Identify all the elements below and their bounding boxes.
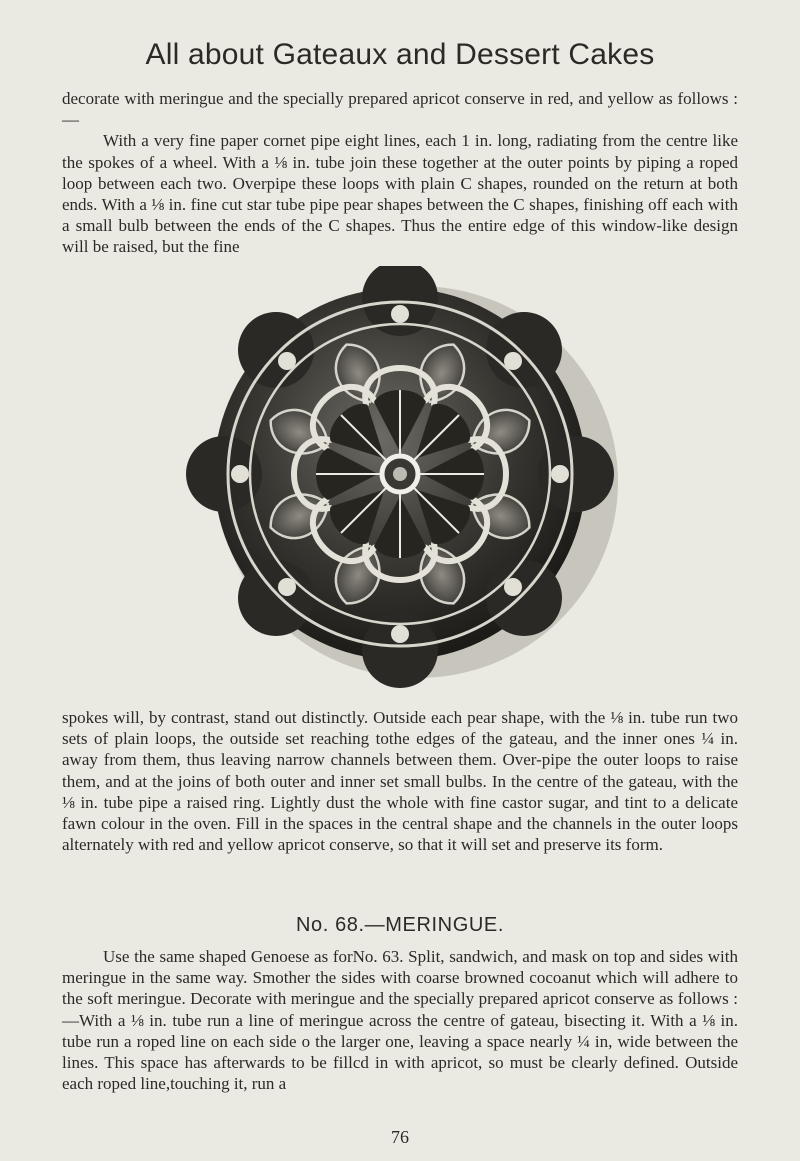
continuation-paragraph: spokes will, by contrast, stand out distinctly. Outside each pear shape, with the ⅛ in. tube run two sets of plain loops, the outside set reaching tothe edges of the gateau, and the inner ones ¼ in. away from them, thus leaving narrow channels between them. Over-pipe the outer loops to raise them, and at the joins of both outer and inner set small bulbs. In the centre of the gateau, with the ⅛ in. tube pipe a raised ring. Lightly dust the whole with fine castor sugar, and tint to a delicate fawn colour in the oven. Fill in the spaces in the central shape and the channels in the outer loops alternately with red and yellow apricot conserve, so that it will set and preserve its form.: [62, 708, 738, 855]
running-header: All about Gateaux and Dessert Cakes: [145, 38, 655, 71]
intro-text: [62, 88, 738, 258]
recipe-heading: No. 68.—MERINGUE.: [295, 914, 505, 936]
gateau-figure: [170, 266, 630, 694]
intro-paragraph-1: decorate with meringue and the specially prepared apricot conserve in red, and yellow as follows :—: [62, 89, 738, 130]
page-number: 76: [391, 1127, 409, 1147]
recipe-body-text: [62, 946, 738, 1094]
intro-paragraph-2: With a very fine paper cornet pipe eight lines, each 1 in. long, radiating from the centre like the spokes of a wheel. With a ⅛ in. tube join these together at the outer points by piping a roped loop between each two. Overpipe these loops with plain C shapes, rounded on the return at both ends. With a ⅛ in. fine cut star tube pipe pear shapes between the C shapes, finishing off each with a small bulb between the ends of the C shapes. Thus the entire edge of this window-like design will be raised, but the fine: [62, 131, 738, 257]
figure-caption: No. 67.: [373, 659, 427, 679]
recipe-paragraph: Use the same shaped Genoese as forNo. 63. Split, sandwich, and mask on top and sides with meringue in the same way. Smother the sides with coarse browned cocoanut which will adhere to the soft meringue. Decorate with meringue and the specially prepared apricot conserve as follows :—With a ⅛ in. tube run a line of meringue across the centre of gateau, bisecting it. With a ⅛ in. tube run a roped line on each side o the larger one, leaving a space nearly ¼ in, wide between the lines. This space has afterwards to be fillcd in with apricot, so must be clearly defined. Outside each roped line,touching it, run a: [62, 947, 738, 1094]
continuation-text: [62, 707, 738, 855]
decorated-gateau-photograph-icon: [170, 266, 630, 694]
